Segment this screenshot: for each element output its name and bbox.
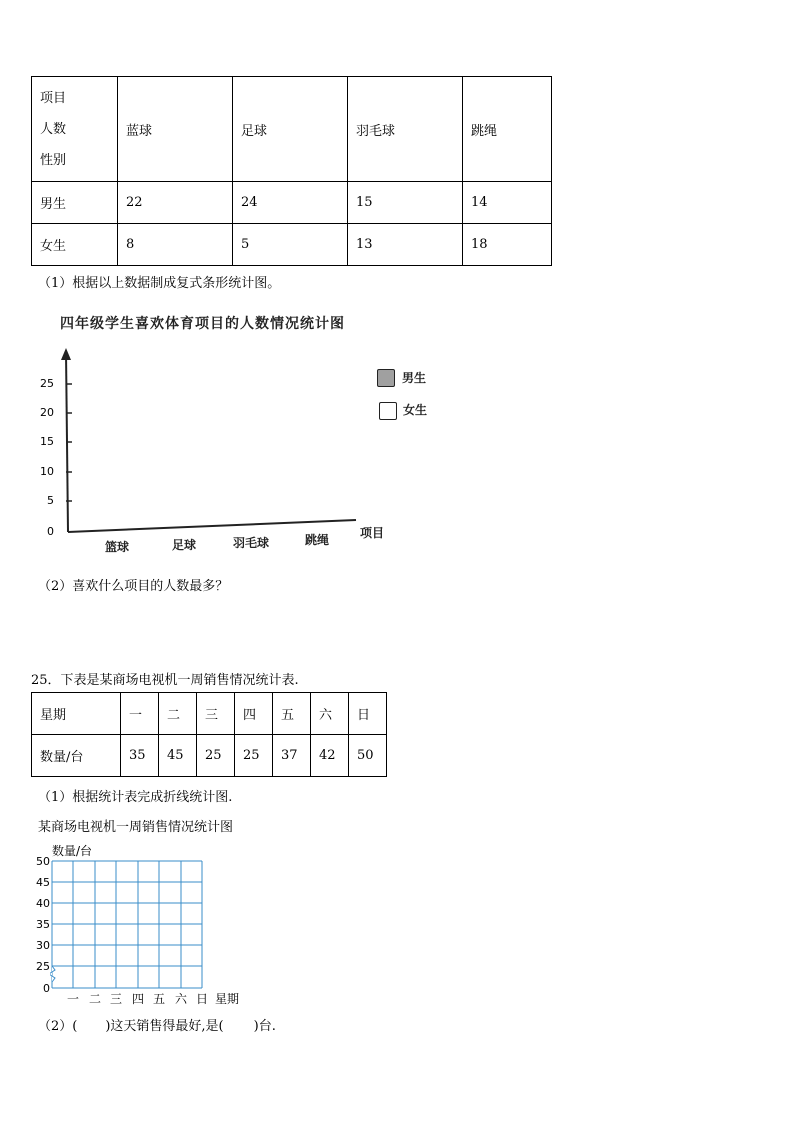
- legend-swatch-boys: [377, 369, 395, 387]
- column-header: 四: [235, 693, 273, 735]
- chart1-y-tick-label: 0: [47, 525, 54, 538]
- table-cell: 22: [118, 182, 233, 224]
- table-row: [32, 693, 387, 735]
- chart2-y-tick-label: 45: [36, 876, 50, 889]
- table-corner-header: [32, 77, 118, 182]
- question-1-text: （1）根据以上数据制成复式条形统计图。: [38, 276, 281, 291]
- column-header: 日: [349, 693, 387, 735]
- table-cell: 5: [233, 224, 348, 266]
- column-header: 星期: [32, 693, 121, 735]
- row-label: 女生: [32, 224, 118, 266]
- chart1-x-axis-label: 项目: [360, 526, 385, 540]
- table-cell: 15: [348, 182, 463, 224]
- problem-25-intro: 25．下表是某商场电视机一周销售情况统计表.: [31, 673, 299, 688]
- column-header: 足球: [233, 77, 348, 182]
- chart2-y-tick-label: 40: [36, 897, 50, 910]
- problem-25-q1-text: （1）根据统计表完成折线统计图.: [38, 790, 233, 805]
- chart2-x-category: 五: [153, 992, 166, 1006]
- column-header: 五: [273, 693, 311, 735]
- table-row: [32, 224, 552, 266]
- table-cell: 8: [118, 224, 233, 266]
- q2-prefix: （2）(: [38, 1019, 78, 1034]
- chart1-x-category: 足球: [172, 538, 197, 552]
- chart1-y-tick-label: 15: [40, 435, 54, 448]
- chart2-y-axis-label: 数量/台: [52, 844, 93, 858]
- chart1-y-tick-label: 5: [47, 494, 54, 507]
- chart2-y-tick-label: 0: [43, 982, 50, 995]
- table-cell: 50: [349, 735, 387, 777]
- chart1-x-category: 跳绳: [305, 533, 330, 547]
- tv-sales-table: [31, 692, 387, 777]
- chart2-x-axis-label: 星期: [215, 992, 240, 1006]
- table-cell: 13: [348, 224, 463, 266]
- legend-label-girls: 女生: [403, 403, 428, 417]
- table-row: [32, 182, 552, 224]
- column-header: 羽毛球: [348, 77, 463, 182]
- question-2-text: （2）喜欢什么项目的人数最多？: [38, 579, 229, 594]
- legend-swatch-girls: [379, 402, 397, 420]
- q2-middle: )这天销售得最好,是(: [105, 1019, 224, 1034]
- chart1-y-tick-label: 25: [40, 377, 54, 390]
- chart1-axes: [30, 340, 410, 560]
- row-label: 男生: [32, 182, 118, 224]
- legend-label-boys: 男生: [402, 371, 427, 385]
- table-cell: 25: [197, 735, 235, 777]
- table-row: [32, 735, 387, 777]
- chart1-y-arrow: [61, 348, 71, 360]
- header-line-project: 项目: [40, 90, 67, 106]
- table-cell: 18: [463, 224, 552, 266]
- header-line-gender: 性别: [40, 152, 67, 168]
- table-cell: 25: [235, 735, 273, 777]
- chart2-grid-lines: [52, 861, 202, 988]
- chart2-x-category: 六: [175, 992, 188, 1006]
- column-header: 六: [311, 693, 349, 735]
- chart2-x-category: 四: [132, 992, 145, 1006]
- table-cell: 42: [311, 735, 349, 777]
- column-header: 一: [121, 693, 159, 735]
- chart2-x-category: 一: [67, 992, 80, 1006]
- chart2-x-category: 二: [89, 992, 102, 1006]
- chart2-grid: [50, 858, 210, 992]
- q2-suffix: )台.: [253, 1019, 276, 1034]
- table-cell: 24: [233, 182, 348, 224]
- chart1-y-tick-label: 20: [40, 406, 54, 419]
- chart2-y-tick-label: 35: [36, 918, 50, 931]
- column-header: 蓝球: [118, 77, 233, 182]
- chart1-x-category: 篮球: [105, 540, 130, 554]
- chart2-x-category: 日: [196, 992, 209, 1006]
- chart1-y-tick-label: 10: [40, 465, 54, 478]
- row-label: 数量/台: [32, 735, 121, 777]
- table-cell: 35: [121, 735, 159, 777]
- column-header: 跳绳: [463, 77, 552, 182]
- chart1-title: 四年级学生喜欢体育项目的人数情况统计图: [60, 316, 345, 332]
- chart2-x-category: 三: [110, 992, 123, 1006]
- sports-table: [31, 76, 552, 266]
- chart2-y-tick-label: 30: [36, 939, 50, 952]
- table-cell: 37: [273, 735, 311, 777]
- column-header: 三: [197, 693, 235, 735]
- header-line-count: 人数: [40, 121, 67, 137]
- chart2-title: 某商场电视机一周销售情况统计图: [38, 820, 234, 835]
- table-cell: 14: [463, 182, 552, 224]
- chart1-x-category: 羽毛球: [233, 536, 270, 550]
- column-header: 二: [159, 693, 197, 735]
- problem-25-q2: [38, 1015, 276, 1034]
- chart2-y-tick-label: 25: [36, 960, 50, 973]
- table-cell: 45: [159, 735, 197, 777]
- chart2-y-tick-label: 50: [36, 855, 50, 868]
